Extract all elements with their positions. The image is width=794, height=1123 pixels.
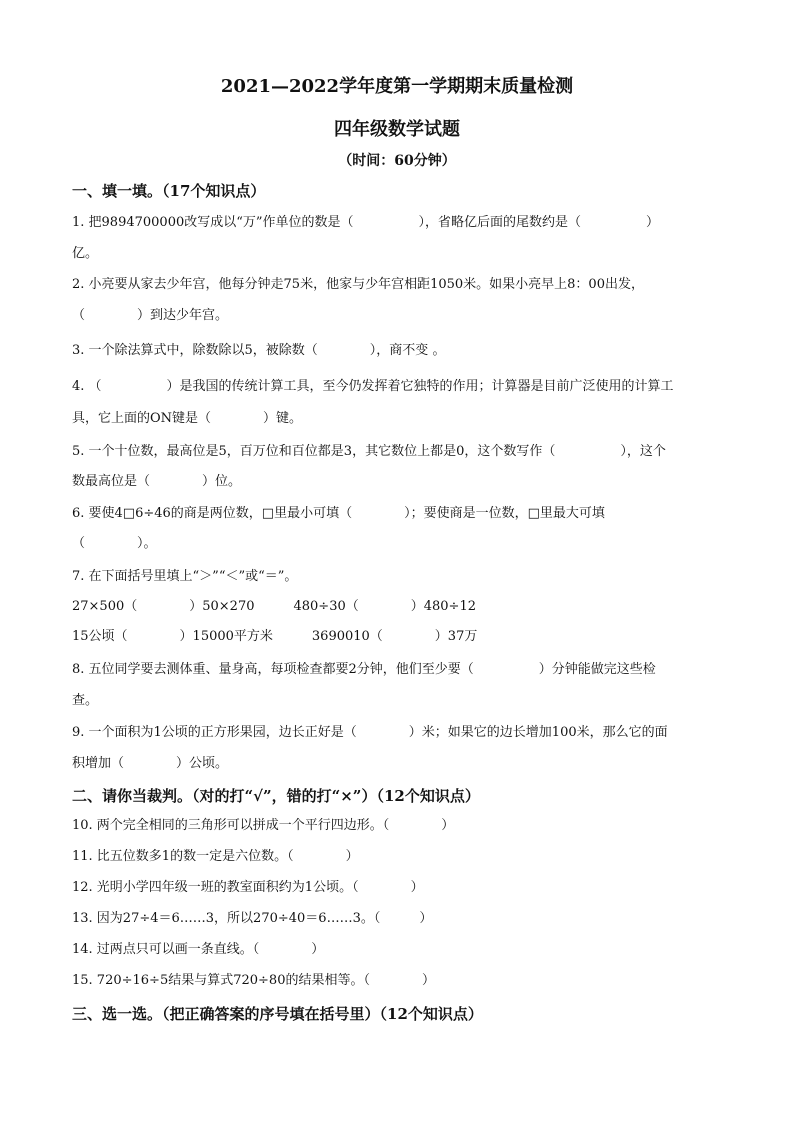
question-line: 10. 两个完全相同的三角形可以拼成一个平行四边形。（ ） [72, 818, 455, 833]
question-line: 数最高位是（ ）位。 [72, 474, 242, 489]
exam-title: 2021—2022学年度第一学期期末质量检测 [220, 76, 574, 97]
section-1-heading: 一、填一填。（17个知识点） [72, 182, 266, 200]
question-line: 1. 把9894700000改写成以“万”作单位的数是（ ），省略亿后面的尾数约是（ ） [72, 215, 660, 230]
question-line: 查。 [72, 693, 99, 708]
exam-time: （时间：60分钟） [338, 153, 456, 169]
question-line: 积增加（ ）公顷。 [72, 756, 229, 771]
question-line: 27×500（ ）50×270 480÷30（ ）480÷12 [72, 599, 476, 614]
question-line: 2. 小亮要从家去少年宫，他每分钟走75米，他家与少年宫相距1050米。如果小亮早上8：00出发， [72, 277, 644, 292]
section-3-heading: 三、选一选。（把正确答案的序号填在括号里）（12个知识点） [72, 1005, 483, 1023]
question-line: （ ）。 [72, 536, 157, 551]
question-line: 15公顷（ ）15000平方米 3690010（ ）37万 [72, 629, 478, 644]
question-line: 13. 因为27÷4＝6……3，所以270÷40＝6……3。（ ） [72, 911, 433, 926]
question-line: 亿。 [72, 246, 99, 261]
question-line: 具，它上面的ON键是（ ）键。 [72, 411, 303, 426]
question-line: 11. 比五位数多1的数一定是六位数。（ ） [72, 849, 359, 864]
exam-subtitle: 四年级数学试题 [334, 119, 460, 140]
question-line: 8. 五位同学要去测体重、量身高，每项检查都要2分钟，他们至少要（ ）分钟能做完这些检 [72, 662, 656, 677]
question-line: 9. 一个面积为1公顷的正方形果园，边长正好是（ ）米；如果它的边长增加100米，那么它的面 [72, 725, 668, 740]
question-line: （ ）到达少年宫。 [72, 308, 229, 323]
question-line: 5. 一个十位数，最高位是5，百万位和百位都是3，其它数位上都是0，这个数写作（ ），这个 [72, 444, 666, 459]
question-line: 12. 光明小学四年级一班的教室面积约为1公顷。（ ） [72, 880, 424, 895]
question-line: 14. 过两点只可以画一条直线。（ ） [72, 942, 325, 957]
question-line: 4. （ ）是我国的传统计算工具，至今仍发挥着它独特的作用；计算器是目前广泛使用的计算工 [72, 379, 674, 394]
question-line: 3. 一个除法算式中，除数除以5，被除数（ ），商不变 。 [72, 343, 446, 358]
question-line: 6. 要使4□6÷46的商是两位数，□里最小可填（ ）；要使商是一位数，□里最大可填 [72, 506, 605, 521]
section-2-heading: 二、请你当裁判。（对的打“√”，错的打“×”）（12个知识点） [72, 787, 480, 805]
question-line: 7. 在下面括号里填上“＞”“＜”或“＝”。 [72, 569, 298, 584]
question-line: 15. 720÷16÷5结果与算式720÷80的结果相等。（ ） [72, 973, 435, 988]
